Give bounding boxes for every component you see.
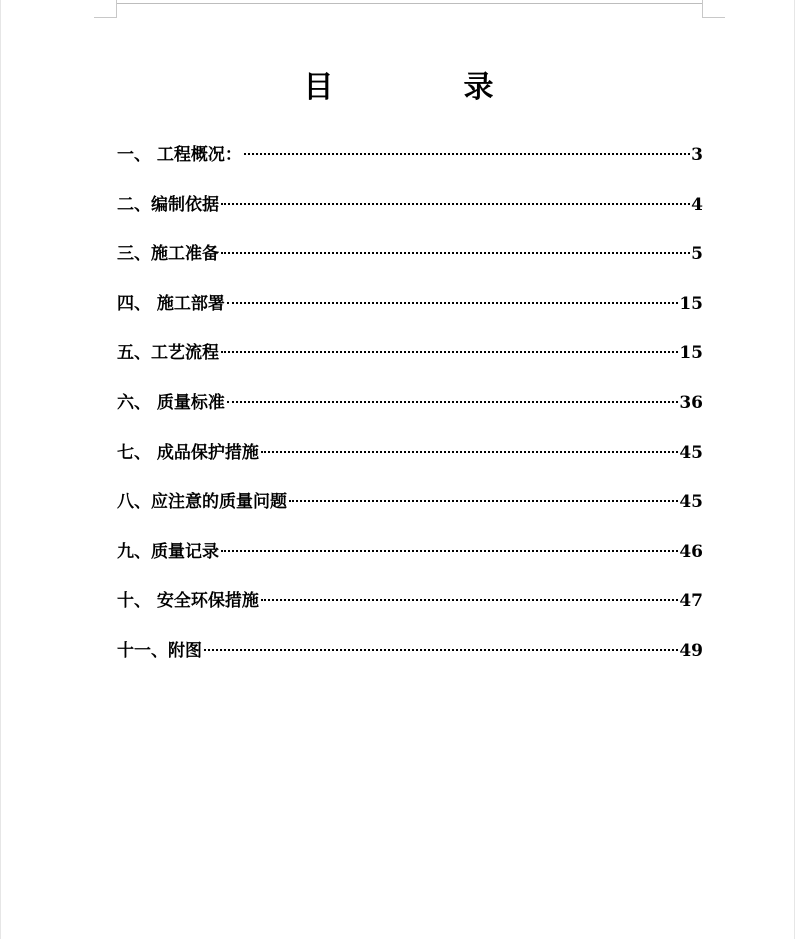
toc-entry-label: 一、 工程概况： xyxy=(117,145,242,165)
toc-dot-leader xyxy=(227,302,678,304)
toc-dot-leader xyxy=(289,500,678,502)
toc-entry-page-number: 3 xyxy=(691,145,703,165)
toc-entry-label: 二、编制依据 xyxy=(117,194,219,215)
toc-entry-label: 七、 成品保护措施 xyxy=(117,442,259,463)
toc-entry[interactable] xyxy=(117,537,703,587)
toc-dot-leader xyxy=(261,451,678,453)
toc-entry-page-number: 49 xyxy=(679,640,703,661)
toc-dot-leader xyxy=(221,252,690,254)
toc-dot-leader xyxy=(261,599,678,601)
toc-entry-page-number: 46 xyxy=(679,541,703,562)
toc-entry-page-number: 45 xyxy=(679,492,703,513)
toc-entry-label: 三、施工准备 xyxy=(117,244,219,265)
toc-entry[interactable] xyxy=(117,487,703,537)
toc-dot-leader xyxy=(221,550,678,552)
toc-entry-page-number: 47 xyxy=(679,591,703,612)
toc-entry-page-number: 36 xyxy=(679,392,703,413)
toc-entry-page-number: 5 xyxy=(691,244,703,265)
toc-entry[interactable] xyxy=(117,239,703,289)
toc-title xyxy=(1,66,795,110)
toc-entry[interactable] xyxy=(117,438,703,488)
toc-entry-label: 九、质量记录 xyxy=(117,541,219,562)
toc-entry[interactable] xyxy=(117,338,703,388)
margin-corner-mark-top-left xyxy=(116,0,117,18)
toc-entry-label: 十、 安全环保措施 xyxy=(117,591,259,612)
toc-entry-page-number: 4 xyxy=(691,194,703,215)
toc-dot-leader xyxy=(204,649,678,651)
toc-entry-label: 八、应注意的质量问题 xyxy=(117,492,287,513)
toc-title-char: 目 xyxy=(303,70,334,105)
margin-corner-mark-top-left xyxy=(94,17,117,18)
toc-entry-label: 六、 质量标准 xyxy=(117,392,225,413)
table-of-contents xyxy=(117,140,703,686)
toc-entry[interactable] xyxy=(117,140,703,190)
toc-dot-leader xyxy=(221,351,678,353)
toc-entry[interactable] xyxy=(117,586,703,636)
page-top-edge xyxy=(116,3,703,4)
toc-entry-label: 十一、附图 xyxy=(117,640,202,661)
toc-entry-page-number: 15 xyxy=(679,293,703,314)
toc-dot-leader xyxy=(227,401,678,403)
toc-entry[interactable] xyxy=(117,289,703,339)
toc-title-char: 录 xyxy=(463,70,494,105)
margin-corner-mark-top-right xyxy=(702,0,703,18)
toc-entry-page-number: 15 xyxy=(679,343,703,364)
toc-entry-label: 五、工艺流程 xyxy=(117,343,219,364)
toc-dot-leader xyxy=(221,203,690,205)
toc-entry-label: 四、 施工部署 xyxy=(117,293,225,314)
margin-corner-mark-top-right xyxy=(702,17,725,18)
toc-entry[interactable] xyxy=(117,190,703,240)
toc-entry-page-number: 45 xyxy=(679,442,703,463)
toc-dot-leader xyxy=(244,153,690,155)
toc-entry[interactable] xyxy=(117,636,703,686)
toc-entry[interactable] xyxy=(117,388,703,438)
